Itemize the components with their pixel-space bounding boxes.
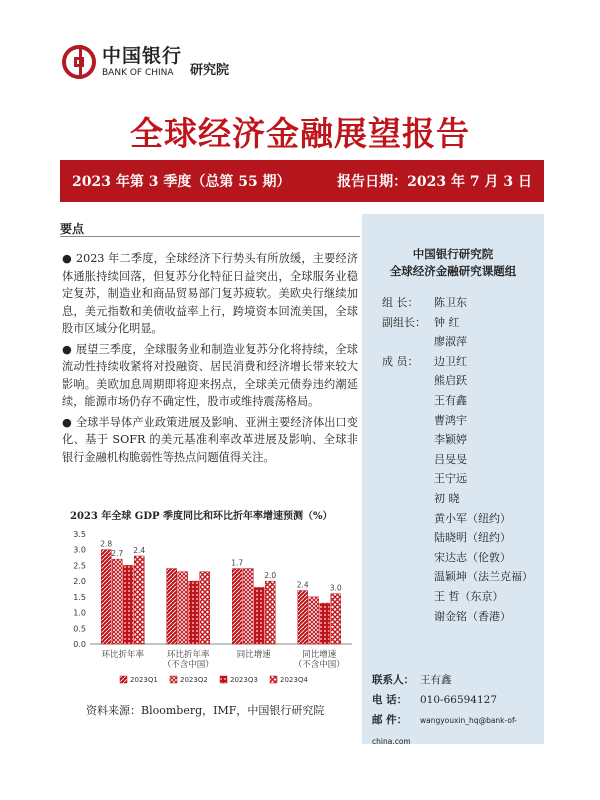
- bullet-text: 全球半导体产业政策进展及影响、亚洲主要经济体出口变化、基于 SOFR 的美元基准利率改革进展及影响、全球非银行金融机构脆弱性等热点问题值得关注。: [62, 415, 358, 464]
- member-role: 副组长：: [382, 315, 426, 329]
- summary-divider: [60, 236, 360, 237]
- bar: [309, 597, 319, 644]
- bullet-icon: ●: [62, 252, 72, 265]
- team-member-row: [382, 314, 460, 330]
- bullet-text: 展望三季度，全球服务业和制造业复苏分化将持续，全球流动性持续收紧将对投融资、居民消费和经济增长带来较大影响。美欧加息周期即将迎来拐点，全球美元债券违约潮延续，能源市场仍存不确定性，股市或维持震荡格局。: [62, 342, 358, 408]
- logo-chinese-name: 中国银行: [102, 44, 183, 67]
- bank-logo: [62, 45, 182, 79]
- report-title: 全球经济金融展望报告: [130, 114, 470, 153]
- bank-of-china-logo-icon: [62, 45, 96, 79]
- x-tick-label: 环比折年率（不含中国）: [162, 650, 214, 670]
- bar: [331, 594, 341, 644]
- contact-person-label: 联系人：: [372, 674, 414, 686]
- member-name: 钟 红: [434, 315, 460, 329]
- team-member-row: [382, 392, 467, 408]
- member-name: 温颖坤（法兰克福）: [434, 570, 533, 584]
- data-label: 3.0: [329, 583, 342, 593]
- team-member-row: [382, 294, 467, 310]
- bar: [101, 550, 111, 644]
- bar: [254, 587, 264, 644]
- summary-bullet: [62, 341, 358, 411]
- legend-swatch: [120, 676, 127, 683]
- legend-label: 2023Q2: [180, 676, 208, 684]
- bar: [320, 603, 330, 644]
- gdp-chart: [60, 522, 360, 697]
- contact-person: 王有鑫: [420, 674, 452, 686]
- report-period: 2023 年第 3 季度（总第 55 期）: [72, 174, 291, 190]
- team-member-row: [382, 431, 467, 447]
- team-member-row: [382, 412, 467, 428]
- bar: [123, 565, 133, 644]
- member-name: 宋达志（伦敦）: [434, 550, 511, 564]
- bar: [298, 591, 308, 644]
- bar: [232, 569, 242, 644]
- contact-phone-label: 电 话：: [372, 694, 408, 706]
- team-title: [362, 246, 544, 280]
- member-name: 王宁远: [434, 472, 467, 486]
- legend-label: 2023Q3: [230, 676, 258, 684]
- source-note: 资料来源：Bloomberg，IMF，中国银行研究院: [86, 704, 325, 717]
- research-team-panel: [362, 214, 544, 744]
- team-institute: 中国银行研究院: [412, 247, 494, 261]
- bar: [167, 569, 177, 644]
- bar: [200, 572, 210, 644]
- data-label: 2.0: [264, 571, 277, 581]
- team-member-row: [382, 490, 460, 506]
- team-member-row: [382, 549, 511, 565]
- x-tick-label: 同比增速（不含中国）: [293, 650, 345, 670]
- contact-email-label: 邮 件：: [372, 714, 408, 726]
- member-role: 成 员：: [382, 354, 419, 368]
- y-tick-label: 3.0: [73, 545, 86, 555]
- team-group: 全球经济金融研究课题组: [389, 264, 517, 278]
- report-date: 报告日期：2023 年 7 月 3 日: [337, 174, 532, 190]
- contact-email[interactable]: wangyouxin_hq@bank-of-china.com: [372, 716, 517, 746]
- member-name: 陆晓明（纽约）: [434, 531, 511, 545]
- team-member-row: [382, 353, 467, 369]
- y-tick-label: 1.0: [73, 608, 86, 618]
- legend-swatch: [170, 676, 177, 683]
- data-label: 2.7: [111, 549, 124, 559]
- y-tick-label: 0.0: [73, 640, 86, 649]
- team-member-row: [382, 529, 511, 545]
- contact-info: [372, 670, 544, 752]
- member-name: 谢金铭（香港）: [434, 609, 511, 623]
- member-name: 陈卫东: [434, 296, 467, 309]
- y-tick-label: 1.5: [73, 592, 86, 602]
- member-role: 组 长：: [382, 296, 419, 309]
- y-tick-label: 2.0: [73, 577, 86, 587]
- contact-phone: 010-66594127: [420, 694, 498, 706]
- team-member-row: [382, 333, 467, 349]
- bar: [134, 556, 144, 644]
- bar: [178, 572, 188, 644]
- summary-bullet: [62, 414, 358, 467]
- member-name: 边卫红: [434, 354, 467, 368]
- data-label: 1.7: [231, 558, 244, 568]
- team-member-row: [382, 372, 467, 388]
- bar: [265, 581, 275, 644]
- summary-heading: 要点: [60, 222, 85, 236]
- member-name: 初 晓: [434, 492, 460, 505]
- team-member-row: [382, 608, 511, 624]
- bullet-icon: ●: [62, 415, 72, 429]
- team-member-row: [382, 470, 467, 486]
- team-member-row: [382, 588, 504, 604]
- report-banner: [60, 160, 544, 202]
- bullet-icon: ●: [62, 342, 72, 356]
- chart-title: 2023 年全球 GDP 季度同比和环比折年率增速预测（%）: [70, 511, 333, 522]
- member-name: 王有鑫: [434, 394, 467, 407]
- legend-swatch: [220, 676, 227, 683]
- bar: [112, 559, 122, 644]
- bullet-text: 2023 年二季度，全球经济下行势头有所放缓，主要经济体通胀持续回落，但复苏分化特征日益突出，全球服务业稳定复苏，制造业和商品贸易部门复苏疲软。美欧央行继续加息，美元指数和美债收益率上行，跨境资本回流美国，全球股市区域分化明显。: [62, 252, 359, 335]
- data-label: 2.8: [100, 539, 113, 549]
- institute-name: 研究院: [190, 63, 230, 78]
- summary-bullet: [62, 250, 358, 338]
- team-member-row: [382, 451, 467, 467]
- member-name: 熊启跃: [434, 374, 467, 388]
- legend-label: 2023Q1: [130, 676, 158, 684]
- x-tick-label: 同比增速: [236, 650, 271, 660]
- data-label: 2.4: [296, 580, 309, 590]
- y-tick-label: 0.5: [73, 624, 86, 634]
- bar: [189, 581, 199, 644]
- member-name: 曹鸿宇: [434, 413, 467, 427]
- team-member-row: [382, 568, 533, 584]
- gdp-bar-chart: [60, 522, 360, 697]
- team-member-row: [382, 510, 511, 526]
- x-tick-label: 环比折年率: [101, 650, 145, 660]
- member-name: 王 哲（东京）: [434, 590, 504, 603]
- legend-label: 2023Q4: [280, 676, 308, 684]
- member-name: 吕旻旻: [434, 452, 467, 466]
- summary-bullets: [62, 250, 358, 469]
- bar: [243, 569, 253, 644]
- member-name: 廖淑萍: [434, 335, 467, 349]
- member-name: 李颖婷: [434, 433, 467, 447]
- logo-english-name: BANK OF CHINA: [102, 67, 174, 78]
- y-tick-label: 2.5: [73, 561, 86, 571]
- legend-swatch: [270, 676, 277, 683]
- member-name: 黄小军（纽约）: [434, 511, 511, 525]
- y-tick-label: 3.5: [73, 530, 86, 539]
- data-label: 2.4: [133, 546, 146, 555]
